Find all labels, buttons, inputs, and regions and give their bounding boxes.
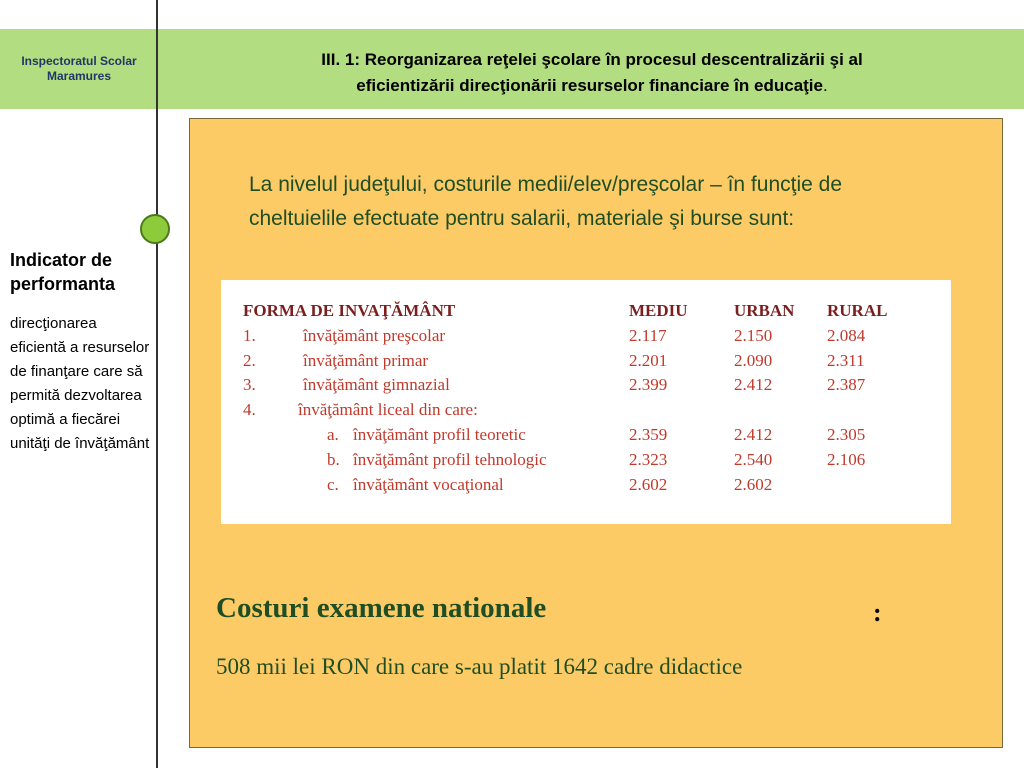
row-name: învăţământ profil teoretic bbox=[353, 425, 526, 444]
row-number: 4. bbox=[243, 400, 256, 419]
row-number: 2. bbox=[243, 351, 256, 370]
header-forma: FORMA DE INVAŢĂMÂNT bbox=[243, 301, 456, 320]
row-urban: 2.412 bbox=[734, 425, 773, 444]
vertical-divider bbox=[156, 0, 158, 768]
row-number: a. bbox=[327, 425, 339, 444]
title-dot: . bbox=[823, 76, 828, 95]
row-number: 3. bbox=[243, 375, 256, 394]
row-rural: 2.106 bbox=[827, 450, 866, 469]
row-rural: 2.387 bbox=[827, 375, 866, 394]
exam-costs-detail: 508 mii lei RON din care s-au platit 1642 cadre didactice bbox=[216, 654, 743, 679]
row-mediu: 2.201 bbox=[629, 351, 668, 370]
row-mediu: 2.323 bbox=[629, 450, 668, 469]
row-mediu: 2.602 bbox=[629, 475, 668, 494]
row-name: învăţământ vocaţional bbox=[353, 475, 504, 494]
title-line-2-text: eficientizării direcţionării resurselor financiare în educaţie bbox=[356, 76, 823, 95]
title-line-1: III. 1: Reorganizarea reţelei şcolare în procesul descentralizării şi al bbox=[321, 50, 863, 69]
row-mediu: 2.399 bbox=[629, 375, 668, 394]
exam-costs-title: Costuri examene nationale bbox=[216, 592, 547, 624]
row-urban: 2.602 bbox=[734, 475, 773, 494]
row-urban: 2.540 bbox=[734, 450, 773, 469]
header-mediu: MEDIU bbox=[629, 301, 688, 320]
header-urban: URBAN bbox=[734, 301, 795, 320]
row-urban: 2.150 bbox=[734, 326, 773, 345]
row-rural: 2.311 bbox=[827, 351, 865, 370]
row-name: învăţământ profil tehnologic bbox=[353, 450, 547, 469]
intro-text: La nivelul judeţului, costurile medii/elev/preşcolar – în funcţie de cheltuielile efectuate pentru salarii, materiale şi burse sunt: bbox=[249, 173, 842, 230]
indicator-title: Indicator de performanta bbox=[10, 250, 116, 294]
row-number: b. bbox=[327, 450, 340, 469]
row-name: învăţământ gimnazial bbox=[303, 375, 450, 394]
row-rural: 2.305 bbox=[827, 425, 866, 444]
row-number: c. bbox=[327, 475, 339, 494]
organization-name: Inspectoratul Scolar Maramures bbox=[21, 54, 137, 83]
row-name: învăţământ liceal din care: bbox=[298, 400, 478, 419]
row-name: învăţământ preşcolar bbox=[303, 326, 446, 345]
row-urban: 2.090 bbox=[734, 351, 773, 370]
row-number: 1. bbox=[243, 326, 256, 345]
row-mediu: 2.359 bbox=[629, 425, 668, 444]
row-urban: 2.412 bbox=[734, 375, 773, 394]
timeline-marker-circle bbox=[140, 214, 170, 244]
indicator-description: direcţionarea eficientă a resurselor de finanţare care să permită dezvoltarea optimă a fiecărei unităţi de învăţământ bbox=[10, 315, 150, 452]
page-title bbox=[172, 47, 1012, 99]
header-rural: RURAL bbox=[827, 301, 888, 320]
exam-costs-colon: : bbox=[873, 598, 882, 627]
title-line-2 bbox=[172, 73, 1012, 99]
row-rural: 2.084 bbox=[827, 326, 866, 345]
row-name: învăţământ primar bbox=[303, 351, 429, 370]
row-mediu: 2.117 bbox=[629, 326, 667, 345]
